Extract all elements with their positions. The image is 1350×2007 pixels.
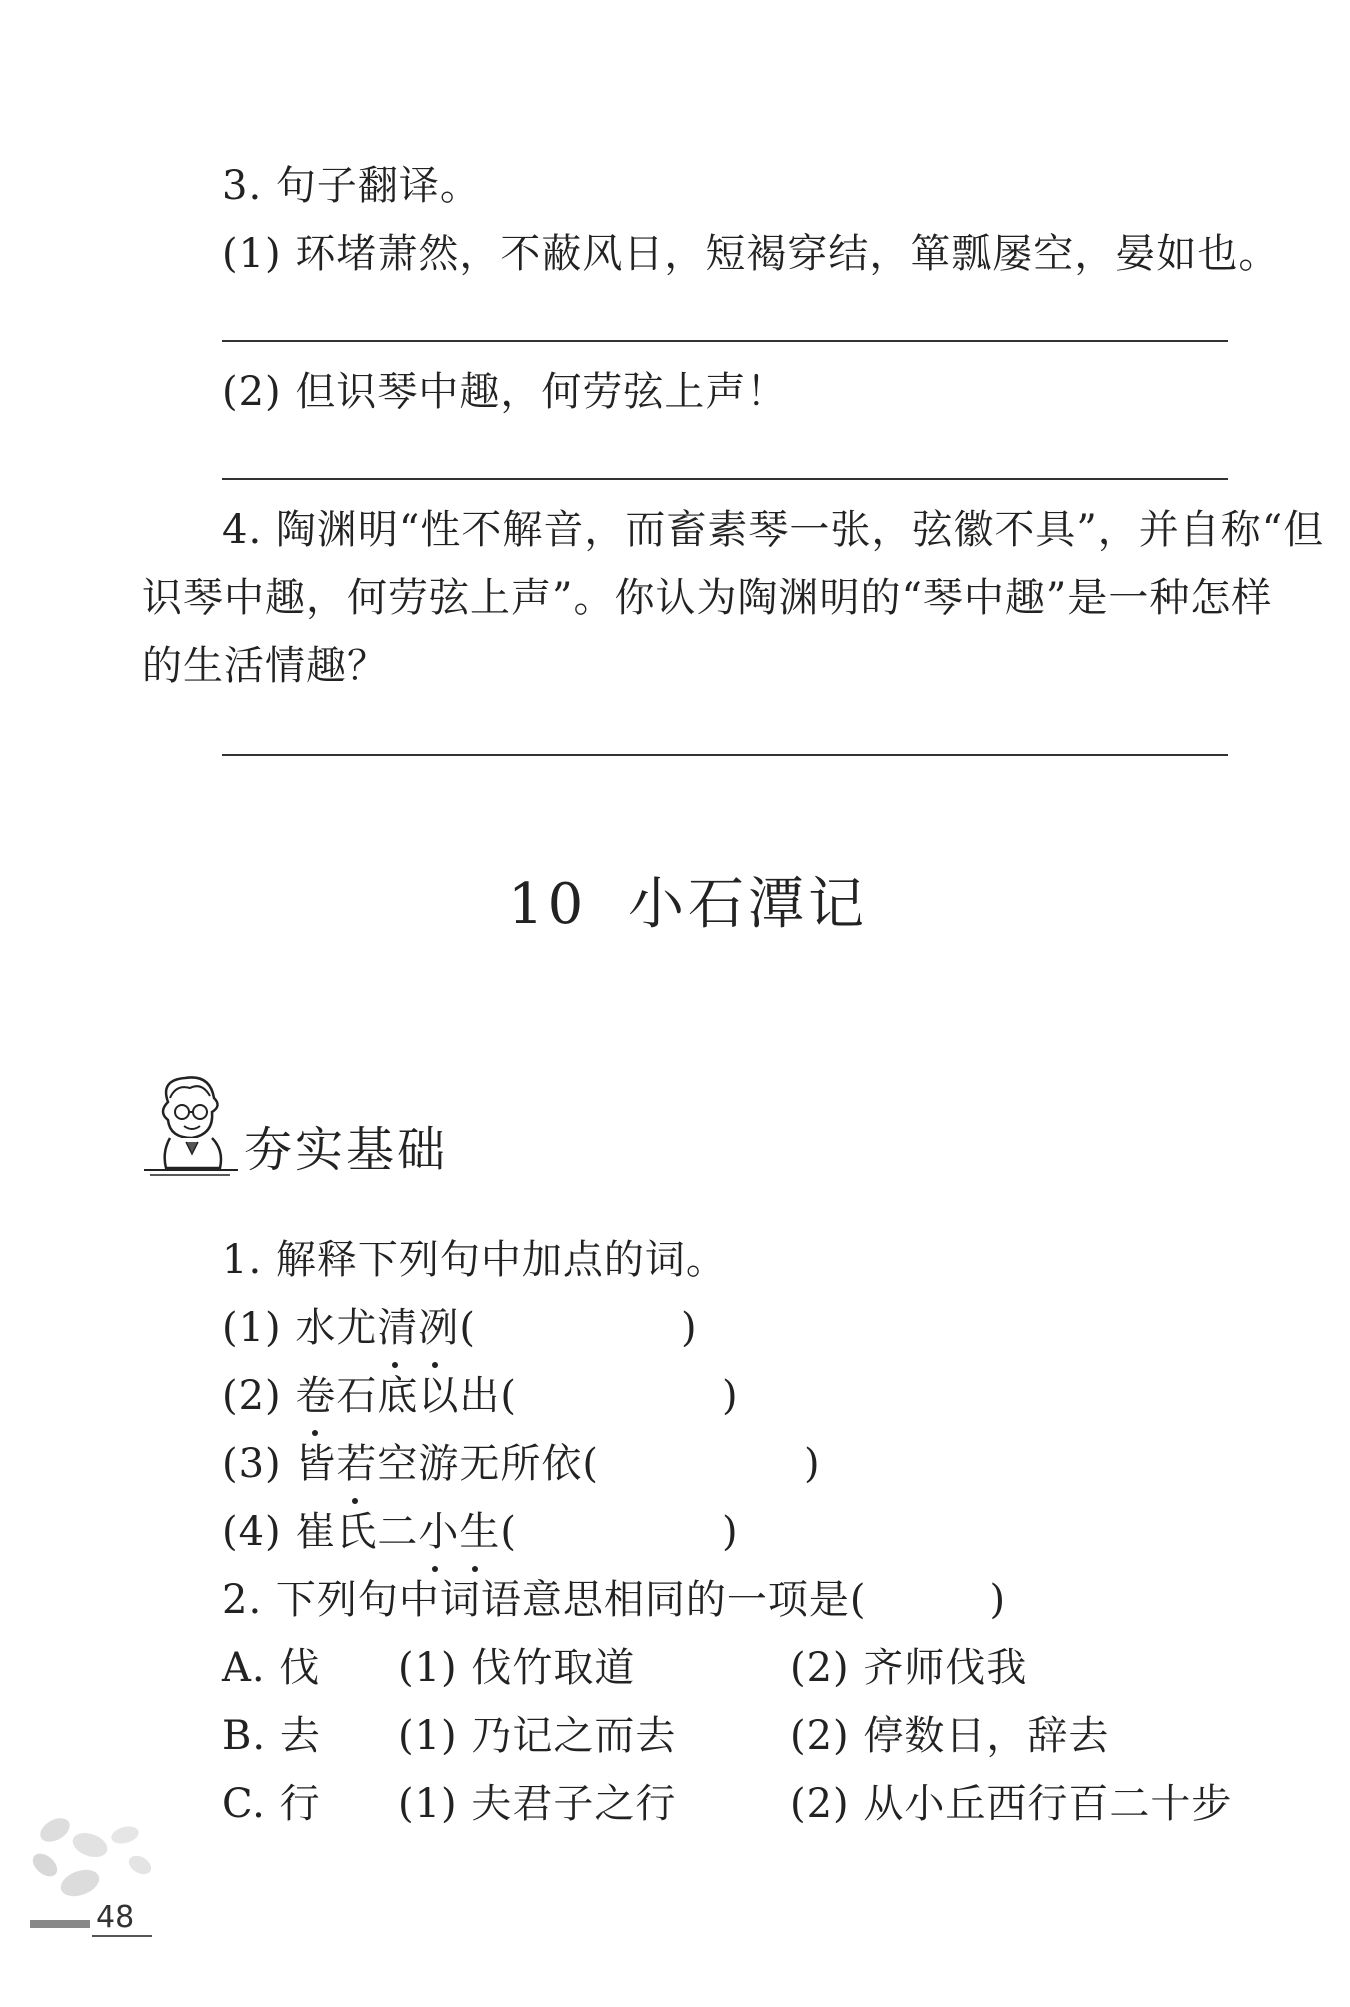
q4-line-3: 的生活情趣？ (142, 643, 388, 689)
page-number: 48 (96, 1900, 135, 1935)
section-title: 夯实基础 (244, 1122, 449, 1178)
p1-heading: 1. 解释下列句中加点的词。 (222, 1237, 727, 1283)
answer-line-q3-1[interactable] (222, 340, 1228, 342)
page-number-underline (92, 1935, 152, 1937)
p1-item-3: (3) 皆若空游无所依( ) (222, 1441, 821, 1487)
lesson-number: 10 (508, 872, 588, 937)
p1-item-1: (1) 水尤清冽( ) (222, 1305, 698, 1351)
option-a-letter[interactable]: A. 伐 (222, 1645, 321, 1691)
p2-heading: 2. 下列句中词语意思相同的一项是( ) (222, 1577, 1007, 1623)
student-cartoon-icon (140, 1072, 240, 1178)
page-number-bar (30, 1920, 90, 1928)
option-b-sentence-1: (1) 乃记之而去 (398, 1713, 677, 1759)
q4-line-1: 4. 陶渊明“性不解音，而畜素琴一张，弦徽不具”，并自称“但 (222, 507, 1325, 553)
leaf-decoration-icon (20, 1805, 160, 1915)
option-c-sentence-1: (1) 夫君子之行 (398, 1781, 677, 1827)
option-c-sentence-2: (2) 从小丘西行百二十步 (790, 1781, 1233, 1827)
option-b-sentence-2: (2) 停数日，辞去 (790, 1713, 1110, 1759)
option-a-sentence-2: (2) 齐师伐我 (790, 1645, 1028, 1691)
option-c-letter[interactable]: C. 行 (222, 1781, 321, 1827)
answer-line-q4[interactable] (222, 754, 1228, 756)
q3-item-2: (2) 但识琴中趣，何劳弦上声！ (222, 369, 788, 415)
q4-line-2: 识琴中趣，何劳弦上声”。你认为陶渊明的“琴中趣”是一种怎样 (142, 575, 1273, 621)
lesson-title: 小石潭记 (628, 872, 868, 937)
option-b-letter[interactable]: B. 去 (222, 1713, 321, 1759)
q3-item-1: (1) 环堵萧然，不蔽风日，短褐穿结，箪瓢屡空，晏如也。 (222, 231, 1280, 277)
option-a-sentence-1: (1) 伐竹取道 (398, 1645, 636, 1691)
answer-line-q3-2[interactable] (222, 478, 1228, 480)
p1-item-4: (4) 崔氏二小生( ) (222, 1509, 739, 1555)
q3-heading: 3. 句子翻译。 (222, 163, 481, 209)
p1-item-2: (2) 卷石底以出( ) (222, 1373, 739, 1419)
